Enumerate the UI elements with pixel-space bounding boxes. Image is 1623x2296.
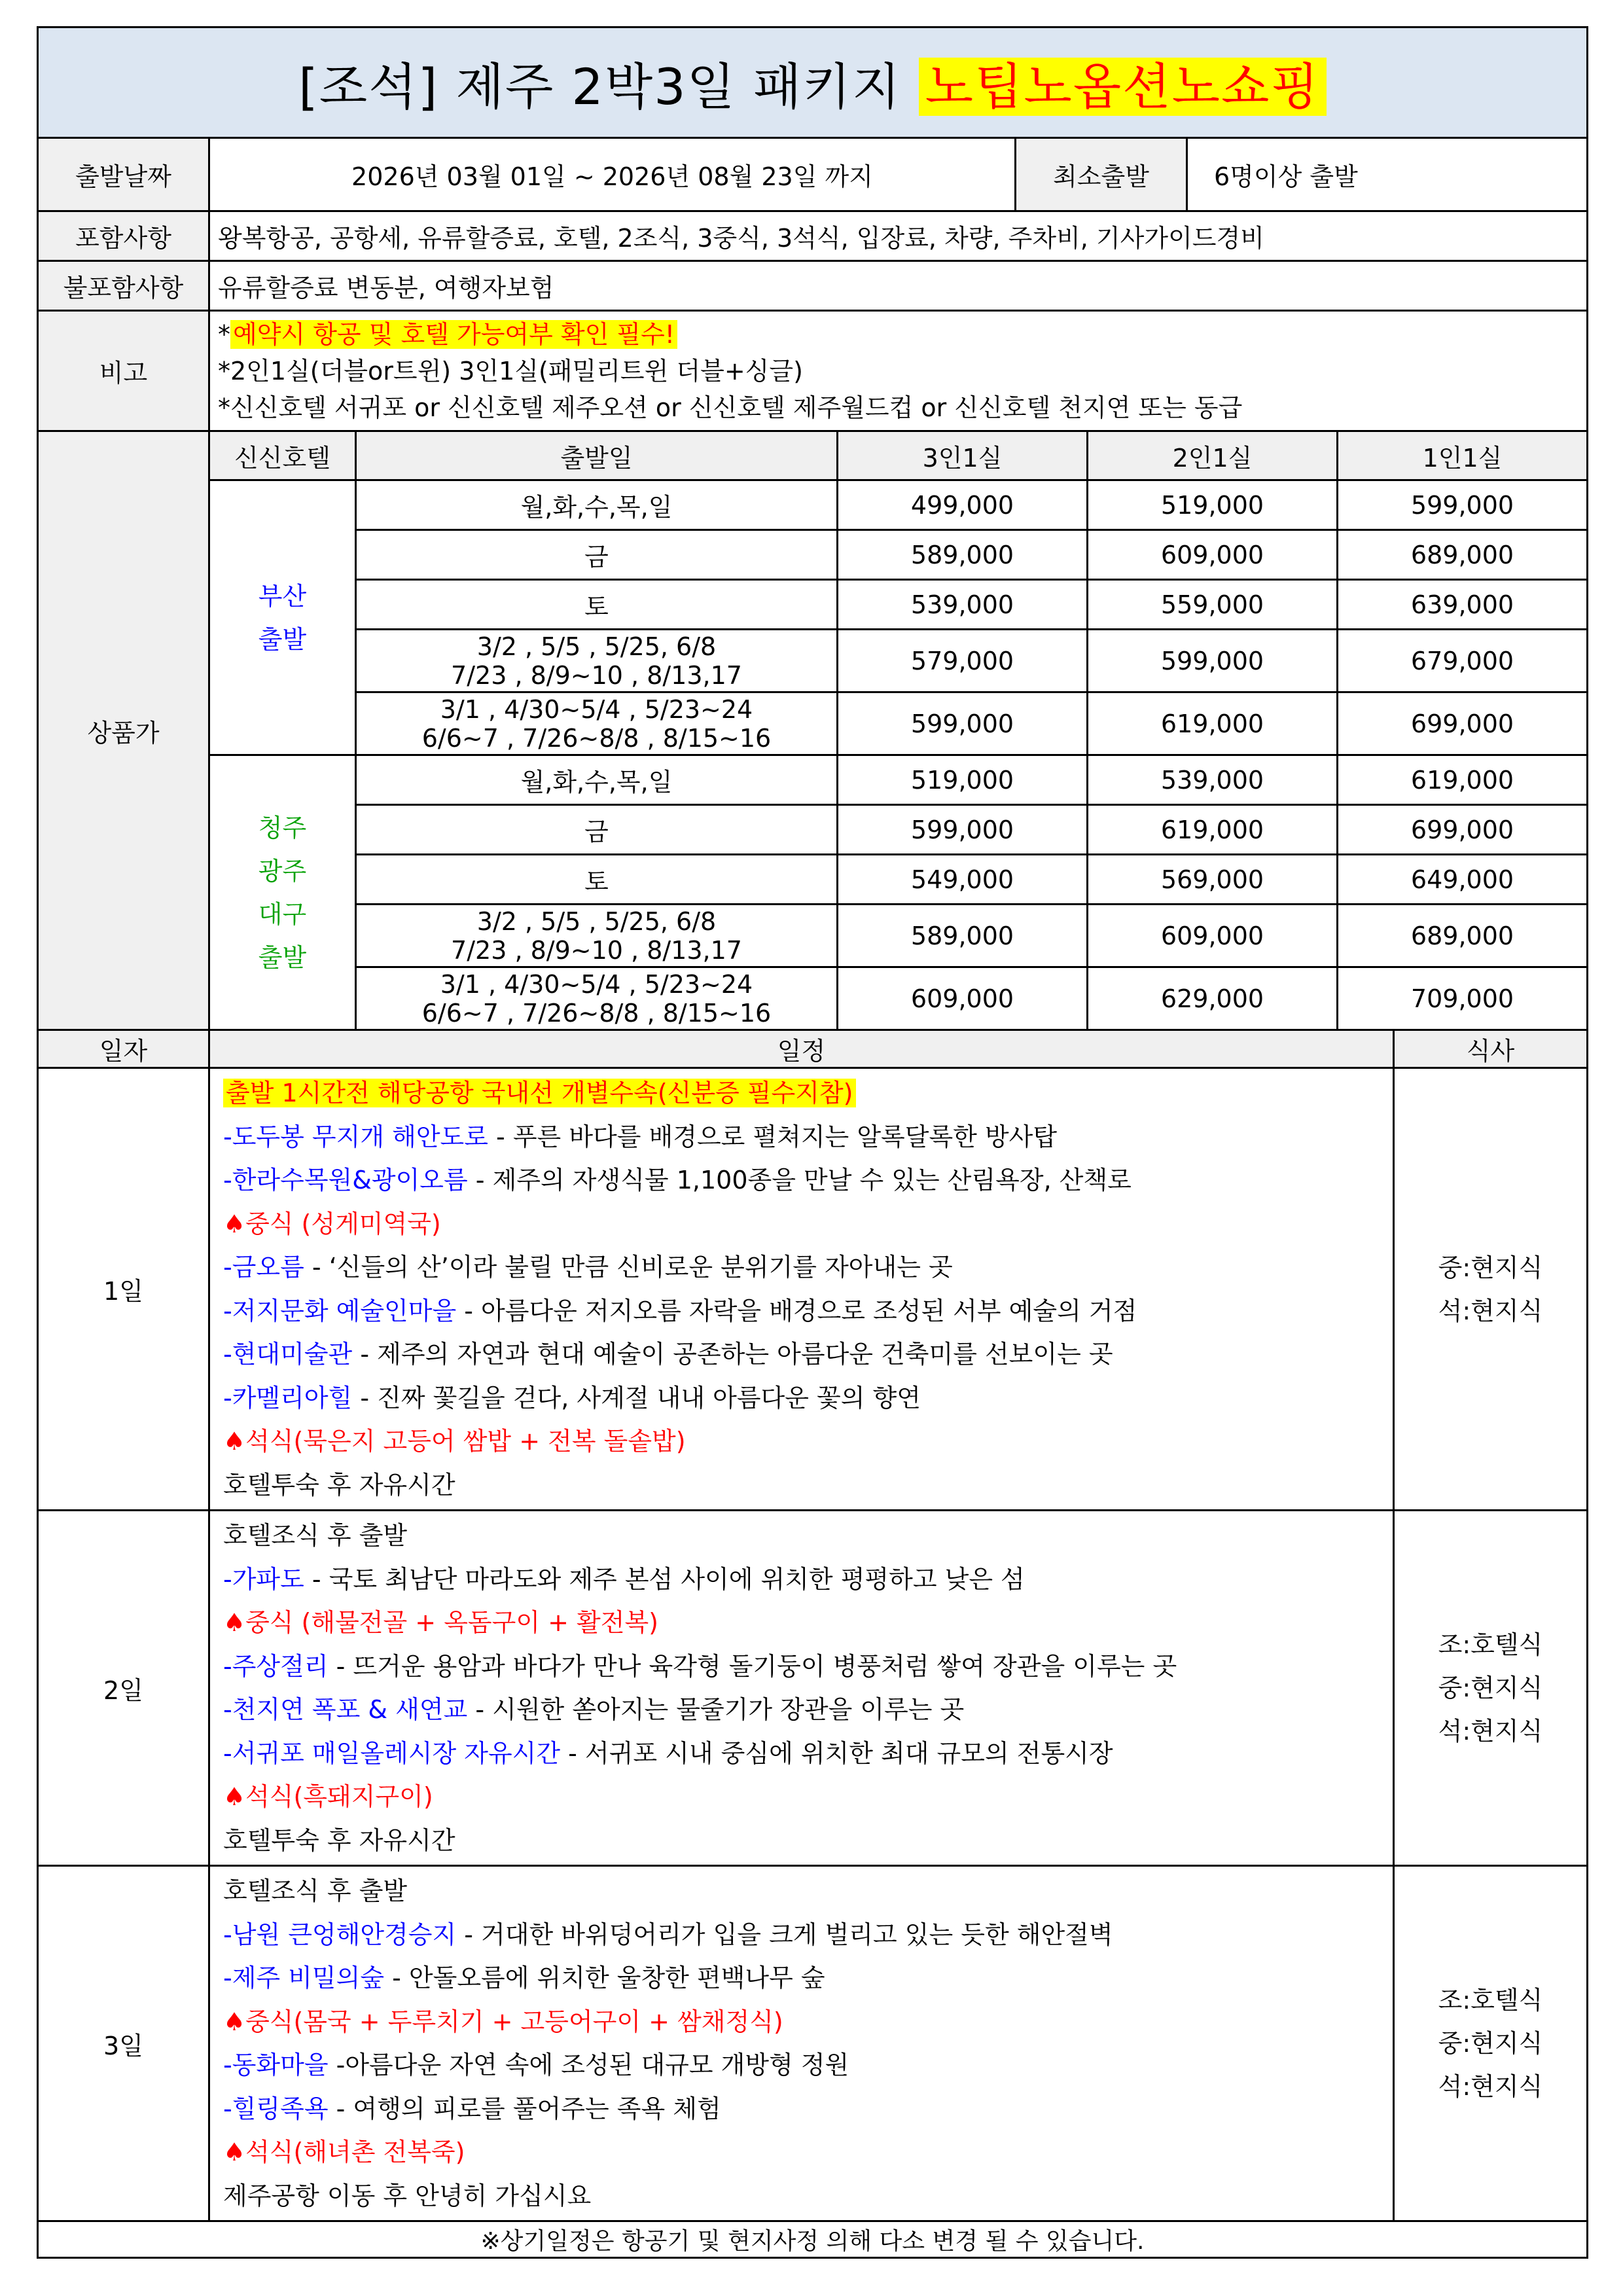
meal-line: ♠중식(몸국 + 두루치기 + 고등어구이 + 쌈채정식) [223,2007,783,2036]
day-row-3 [38,1866,1588,2221]
plain-line: 호텔조식 후 출발 [223,1521,408,1550]
price-header-1in1: 1인1실 [1338,431,1588,480]
schedule-line [223,1514,1393,1558]
schedule-line [223,1420,1393,1463]
meal-line: ♠중식 (성게미역국) [223,1209,441,1238]
min-label: 최소출발 [1016,138,1187,211]
price-date: 토 [356,855,838,905]
spot-desc: - 아름다운 저지오름 자락을 배경으로 조성된 서부 예술의 거점 [456,1296,1137,1325]
schedule-line [223,2174,1393,2218]
schedule-line [223,1775,1393,1819]
meal-item: 중:현지식 [1438,1253,1543,1282]
include-label: 포함사항 [38,211,209,261]
price-header-date: 출발일 [356,431,838,480]
spot-name: -도두봉 무지개 해안도로 [223,1122,488,1151]
meal-item: 조:호텔식 [1438,1986,1543,2015]
price-label: 상품가 [38,431,209,1030]
spot-name: -카멜리아힐 [223,1383,353,1412]
price-1in1: 699,000 [1338,692,1588,755]
price-2in1: 609,000 [1088,905,1338,967]
price-1in1: 679,000 [1338,630,1588,692]
exclude-label: 불포함사항 [38,261,209,311]
spot-desc: - 여행의 피로를 풀어주는 족욕 체험 [328,2094,721,2123]
day-row-1 [38,1068,1588,1511]
itinerary-sheet [37,26,1586,2259]
schedule-footer: ※상기일정은 항공기 및 현지사정 의해 다소 변경 될 수 있습니다. [38,2221,1588,2258]
spot-name: -천지연 폭포 & 새연교 [223,1695,468,1724]
notes-cell [209,311,1588,431]
price-date: 토 [356,580,838,630]
price-2in1: 539,000 [1088,755,1338,805]
meal-line: ♠석식(해녀촌 전복죽) [223,2138,465,2166]
title-highlight: 노팁노옵션노쇼핑 [919,58,1327,116]
price-2in1: 619,000 [1088,692,1338,755]
schedule-line [223,1819,1393,1863]
spot-name: -현대미술관 [223,1340,353,1369]
price-2in1: 559,000 [1088,580,1338,630]
spot-desc: - 진짜 꽃길을 걷다, 사계절 내내 아름다운 꽃의 향연 [352,1383,921,1412]
schedule-line [223,1246,1393,1289]
spot-name: -금오름 [223,1253,304,1282]
spot-name: -힐링족욕 [223,2094,329,2123]
schedule-header-day: 일자 [38,1030,209,1068]
schedule-header-plan: 일정 [209,1030,1394,1068]
spot-name: -남원 큰엉해안경승지 [223,1920,457,1949]
price-1in1: 709,000 [1338,967,1588,1030]
spot-desc: - 서귀포 시내 중심에 위치한 최대 규모의 전통시장 [560,1738,1113,1768]
day-meals [1394,1866,1588,2221]
price-2in1: 519,000 [1088,480,1338,530]
meal-line: ♠중식 (해물전골 + 옥돔구이 + 활전복) [223,1608,658,1637]
spot-desc: - 안돌오름에 위치한 울창한 편백나무 숲 [384,1964,825,1992]
meal-line: ♠석식(묵은지 고등어 쌈밥 + 전복 돌솥밥) [223,1427,686,1456]
price-date: 3/2 , 5/5 , 5/25, 6/8 7/23 , 8/9~10 , 8/13,17 [356,630,838,692]
spot-desc: - 거대한 바위덩어리가 입을 크게 벌리고 있는 듯한 해안절벽 [456,1920,1113,1949]
day-label: 3일 [38,1866,209,2221]
price-date: 3/2 , 5/5 , 5/25, 6/8 7/23 , 8/9~10 , 8/13,17 [356,905,838,967]
price-2in1: 619,000 [1088,805,1338,855]
schedule-line [223,1558,1393,1602]
price-2in1: 569,000 [1088,855,1338,905]
price-date: 3/1 , 4/30~5/4 , 5/23~24 6/6~7 , 7/26~8/8 , 8/15~16 [356,967,838,1030]
price-3in1: 589,000 [838,905,1088,967]
date-label: 출발날짜 [38,138,209,211]
schedule-line [223,2043,1393,2087]
schedule-line [223,1376,1393,1420]
spot-name: -한라수목원&광이오름 [223,1166,468,1194]
spot-name: -제주 비밀의숲 [223,1964,385,1992]
plain-line: 호텔투숙 후 자유시간 [223,1825,455,1855]
price-3in1: 519,000 [838,755,1088,805]
price-date: 월,화,수,목,일 [356,755,838,805]
spot-name: -가파도 [223,1564,304,1594]
plain-line: 호텔투숙 후 자유시간 [223,1470,455,1499]
page-title [38,27,1588,138]
price-2in1: 599,000 [1088,630,1338,692]
note-3: *신신호텔 서귀포 or 신신호텔 제주오션 or 신신호텔 제주월드컵 or 신신호텔 천지연 또는 동급 [218,393,1243,422]
schedule-line [223,1645,1393,1689]
meal-item: 중:현지식 [1438,1674,1543,1702]
exclude-value: 유류할증료 변동분, 여행자보험 [209,261,1588,311]
include-value: 왕복항공, 공항세, 유류할증료, 호텔, 2조식, 3중식, 3석식, 입장료, 차량, 주차비, 기사가이드경비 [209,211,1588,261]
schedule-line [223,1956,1393,2000]
schedule-line [223,1601,1393,1645]
schedule-line [223,2130,1393,2174]
spot-desc: - 푸른 바다를 배경으로 펼쳐지는 알록달록한 방사탑 [488,1122,1058,1151]
day-label: 2일 [38,1511,209,1866]
price-3in1: 539,000 [838,580,1088,630]
plain-line: 제주공항 이동 후 안녕히 가십시요 [223,2181,592,2210]
price-3in1: 609,000 [838,967,1088,1030]
price-1in1: 649,000 [1338,855,1588,905]
schedule-line [223,1333,1393,1376]
schedule-line [223,1869,1393,1913]
price-1in1: 599,000 [1338,480,1588,530]
price-3in1: 599,000 [838,692,1088,755]
meal-item: 석:현지식 [1438,1717,1543,1746]
schedule-line [223,1158,1393,1202]
spot-desc: - 뜨거운 용암과 바다가 만나 육각형 돌기둥이 병풍처럼 쌓여 장관을 이루는 곳 [328,1651,1177,1681]
schedule-line [223,2087,1393,2131]
date-value: 2026년 03월 01일 ~ 2026년 08월 23일 까지 [209,138,1016,211]
price-3in1: 599,000 [838,805,1088,855]
spot-desc: -아름다운 자연 속에 조성된 대규모 개방형 정원 [328,2051,849,2079]
day-label: 1일 [38,1068,209,1511]
price-date: 월,화,수,목,일 [356,480,838,530]
table-row [38,480,1588,530]
price-3in1: 579,000 [838,630,1088,692]
schedule-table [37,1029,1588,2259]
price-2in1: 609,000 [1088,530,1338,580]
price-header-2in1: 2인1실 [1088,431,1338,480]
spot-desc: - 제주의 자연과 현대 예술이 공존하는 아름다운 건축미를 선보이는 곳 [352,1340,1113,1369]
price-3in1: 589,000 [838,530,1088,580]
info-table [37,26,1588,432]
price-group-cheongju: 청주 광주 대구 출발 [209,755,356,1030]
day-row-2 [38,1511,1588,1866]
price-3in1: 499,000 [838,480,1088,530]
day-lines [209,1511,1394,1866]
meal-item: 조:호텔식 [1438,1630,1543,1659]
spot-desc: - 국토 최남단 마라도와 제주 본섬 사이에 위치한 평평하고 낮은 섬 [304,1564,1025,1594]
schedule-line [223,2000,1393,2044]
schedule-line [223,1202,1393,1246]
spot-name: -동화마을 [223,2051,329,2079]
spot-desc: - 시원한 쏟아지는 물줄기가 장관을 이루는 곳 [467,1695,965,1724]
table-row [38,755,1588,805]
meal-item: 석:현지식 [1438,2072,1543,2101]
price-date: 3/1 , 4/30~5/4 , 5/23~24 6/6~7 , 7/26~8/8 , 8/15~16 [356,692,838,755]
day-meals [1394,1511,1588,1866]
price-2in1: 629,000 [1088,967,1338,1030]
meal-item: 석:현지식 [1438,1296,1543,1325]
note-1-highlight: 예약시 항공 및 호텔 가능여부 확인 필수! [230,320,677,349]
plain-line: 호텔조식 후 출발 [223,1876,408,1905]
price-date: 금 [356,805,838,855]
price-1in1: 619,000 [1338,755,1588,805]
meal-item: 중:현지식 [1438,2029,1543,2058]
day-lines [209,1866,1394,2221]
price-group-busan: 부산 출발 [209,480,356,755]
price-table [37,430,1588,1031]
notes-label: 비고 [38,311,209,431]
day-lines [209,1068,1394,1511]
day-meals [1394,1068,1588,1511]
schedule-line [223,1289,1393,1333]
price-header-hotel: 신신호텔 [209,431,356,480]
price-header-3in1: 3인1실 [838,431,1088,480]
schedule-line [223,1688,1393,1732]
spot-desc: - ‘신들의 산’이라 불릴 만큼 신비로운 분위기를 자아내는 곳 [304,1253,953,1282]
schedule-line [223,1913,1393,1957]
schedule-line [223,1115,1393,1159]
schedule-line [223,1463,1393,1507]
schedule-line [223,1071,1393,1115]
spot-desc: - 제주의 자생식물 1,100종을 만날 수 있는 산림욕장, 산책로 [467,1166,1132,1194]
note-1: * 예약시 항공 및 호텔 가능여부 확인 필수! [218,316,1586,353]
price-1in1: 689,000 [1338,530,1588,580]
spot-name: -주상절리 [223,1651,329,1681]
price-1in1: 639,000 [1338,580,1588,630]
note-2: *2인1실(더블or트윈) 3인1실(패밀리트윈 더블+싱글) [218,356,803,386]
price-date: 금 [356,530,838,580]
spot-name: -저지문화 예술인마을 [223,1296,457,1325]
schedule-line [223,1732,1393,1776]
title-text: [조석] 제주 2박3일 패키지 [298,57,902,116]
price-3in1: 549,000 [838,855,1088,905]
price-1in1: 699,000 [1338,805,1588,855]
departure-notice: 출발 1시간전 해당공항 국내선 개별수속(신분증 필수지참) [223,1079,856,1107]
min-value: 6명이상 출발 [1187,138,1588,211]
meal-line: ♠석식(흑돼지구이) [223,1782,433,1811]
schedule-header-meal: 식사 [1394,1030,1588,1068]
spot-name: -서귀포 매일올레시장 자유시간 [223,1738,561,1768]
price-1in1: 689,000 [1338,905,1588,967]
